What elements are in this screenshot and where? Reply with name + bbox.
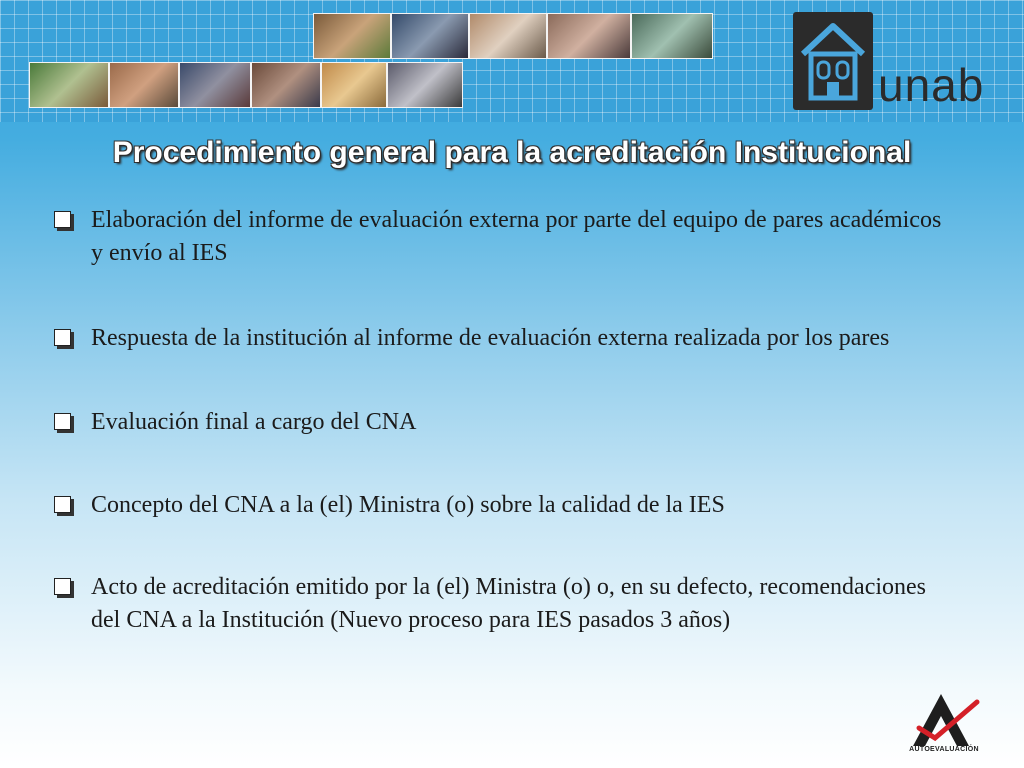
photo-lecture-audience (179, 62, 251, 108)
checkbox-bullet-icon (54, 578, 71, 595)
building-icon (793, 12, 873, 110)
photo-computer-lab (391, 13, 469, 59)
autoevaluacion-label: AUTOEVALUACIÓN (909, 746, 979, 753)
photo-campus-facade (109, 62, 179, 108)
list-item-text: Acto de acreditación emitido por la (el) Ministra (o) o, en su defecto, recomendaciones del CNA a la Institución (Nuevo proceso para IES pasados 3 años) (91, 574, 927, 633)
photo-library-study (387, 62, 463, 108)
photo-campus-plaza (321, 62, 387, 108)
photo-office-workers (251, 62, 321, 108)
checkbox-bullet-icon (54, 329, 71, 346)
list-item-text: Respuesta de la institución al informe de evaluación externa realizada por los pares (91, 325, 890, 351)
photo-campus-building (313, 13, 391, 59)
photo-students-study (631, 13, 713, 59)
list-item (52, 489, 952, 522)
list-item (52, 204, 952, 270)
bullet-list (52, 204, 952, 637)
checkbox-bullet-icon (54, 496, 71, 513)
photo-meeting-room (547, 13, 631, 59)
list-item (52, 571, 952, 637)
list-item (52, 406, 952, 439)
photo-campus-hillside (29, 62, 109, 108)
list-item-text: Evaluación final a cargo del CNA (91, 409, 417, 435)
slide-title: Procedimiento general para la acreditación Institucional (112, 136, 912, 169)
list-item-text: Concepto del CNA a la (el) Ministra (o) sobre la calidad de la IES (91, 492, 725, 518)
list-item (52, 322, 952, 355)
unab-logo-mark (793, 12, 873, 110)
checkbox-bullet-icon (54, 413, 71, 430)
checkbox-bullet-icon (54, 211, 71, 228)
photo-classroom-group (469, 13, 547, 59)
unab-logo-text: unab (878, 59, 985, 111)
list-item-text: Elaboración del informe de evaluación externa por parte del equipo de pares académicos y envío al IES (91, 207, 942, 266)
header-banner (0, 0, 1024, 122)
